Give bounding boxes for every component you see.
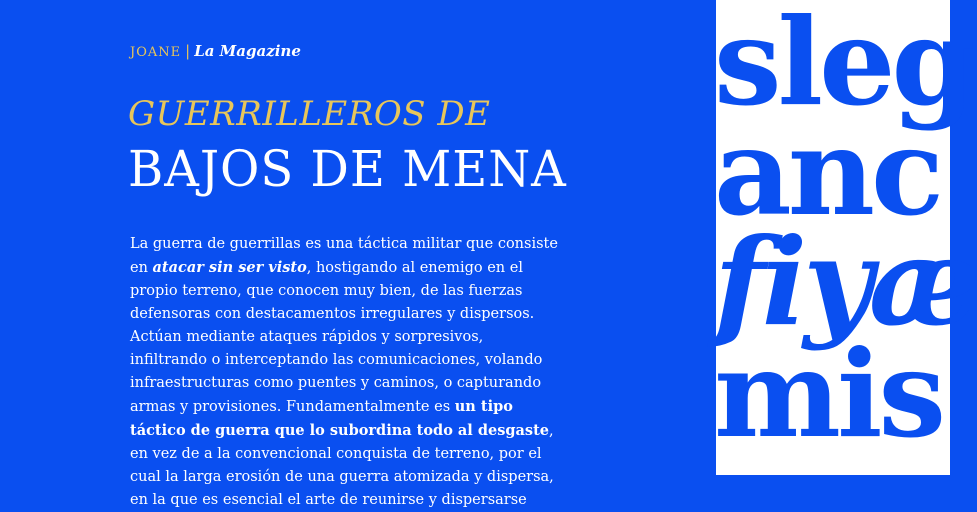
article-kicker: GUERRILLEROS DE bbox=[128, 94, 491, 134]
body-emphasis: atacar sin ser visto bbox=[152, 259, 307, 276]
article-paragraph bbox=[130, 233, 560, 512]
magazine-name[interactable]: La Magazine bbox=[194, 42, 301, 60]
masthead bbox=[130, 42, 301, 62]
specimen-line-2: anc bbox=[714, 102, 941, 243]
type-specimen-panel bbox=[714, 0, 977, 475]
specimen-line-4: mis bbox=[714, 324, 943, 465]
specimen-line-1: sleg bbox=[714, 0, 972, 133]
body-segment: , hostigando al enemigo en el propio terreno, que conocen muy bien, de las fuerzas defensoras con destacamentos irregulares y dispersos. Actúan mediante ataques rápidos y sorpresivos, infiltrando o interceptando las comunicaciones, volando infraestructuras como puentes y caminos, o capturando armas y provisiones. Fundamentalmente es bbox=[130, 260, 543, 415]
article-headline: BAJOS DE MENA bbox=[128, 140, 567, 198]
body-strong: un tipo táctico de guerra que lo subordina todo al desgaste bbox=[130, 398, 550, 439]
specimen-line-3: fiyæ bbox=[714, 212, 977, 353]
body-segment: , en vez de a la convencional conquista de terreno, por el cual la larga erosión de una guerra atomizada y dispersa, en la que es esencial el arte de reunirse y dispersarse bbox=[130, 423, 554, 508]
masthead-separator: | bbox=[185, 42, 191, 60]
article-body bbox=[130, 233, 560, 512]
body-segment: La guerra de guerrillas es una táctica militar que consiste en bbox=[130, 236, 558, 276]
brand-logo[interactable]: JOANE bbox=[130, 45, 182, 60]
